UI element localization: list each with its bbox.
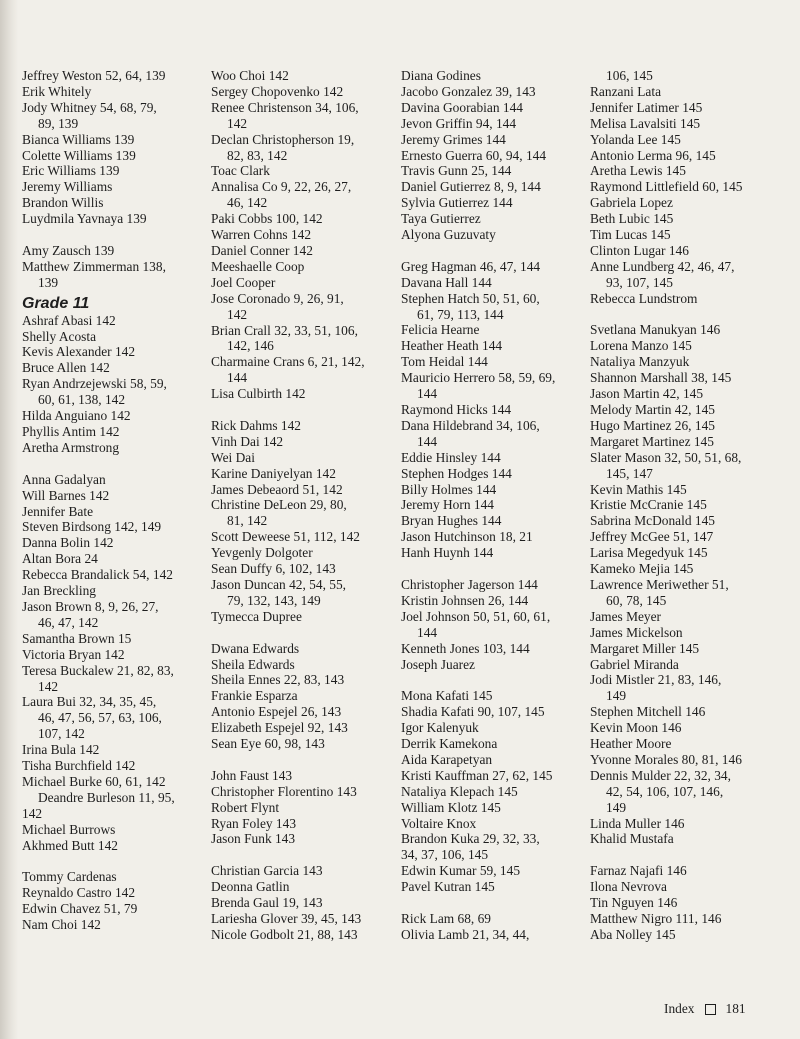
grade-heading: Grade 11 <box>22 294 90 312</box>
index-entry: Ernesto Guerra 60, 94, 144 <box>401 147 547 163</box>
index-entry: Matthew Zimmerman 138, <box>22 258 166 274</box>
index-entry: Billy Holmes 144 <box>401 481 497 497</box>
index-entry: Mona Kafati 145 <box>401 688 493 704</box>
index-entry: Ryan Foley 143 <box>211 815 297 831</box>
index-entry: 144 <box>417 624 438 640</box>
index-entry: Tim Lucas 145 <box>590 227 671 243</box>
index-entry: Tisha Burchfield 142 <box>22 758 136 774</box>
index-entry: Davana Hall 144 <box>401 274 492 290</box>
index-entry: 107, 142 <box>38 726 85 742</box>
index-entry: Rick Lam 68, 69 <box>401 910 492 926</box>
index-entry: Luydmila Yavnaya 139 <box>22 211 147 227</box>
index-entry: Jeffrey McGee 51, 147 <box>590 529 714 545</box>
index-entry: Altan Bora 24 <box>22 551 98 567</box>
index-entry: Kristi Kauffman 27, 62, 145 <box>401 767 553 783</box>
index-entry: 142 <box>227 306 248 322</box>
index-entry: Jodi Mistler 21, 83, 146, <box>590 672 722 688</box>
index-entry: Nicole Godbolt 21, 88, 143 <box>211 926 358 942</box>
index-entry: 61, 79, 113, 144 <box>417 306 504 322</box>
index-entry: Vinh Dai 142 <box>211 433 284 449</box>
index-entry: Shelly Acosta <box>22 328 97 344</box>
index-entry: Elizabeth Espejel 92, 143 <box>211 720 348 736</box>
index-entry: Olivia Lamb 21, 34, 44, <box>401 926 530 942</box>
index-entry: Bryan Hughes 144 <box>401 513 502 529</box>
index-entry: Karine Daniyelyan 142 <box>211 465 336 481</box>
index-entry: 79, 132, 143, 149 <box>227 592 321 608</box>
index-entry: Anna Gadalyan <box>22 471 106 487</box>
index-entry: Rick Dahms 142 <box>211 417 302 433</box>
index-entry: Joel Cooper <box>211 274 276 290</box>
index-entry: Jason Duncan 42, 54, 55, <box>211 576 347 592</box>
index-entry: Brian Crall 32, 33, 51, 106, <box>211 322 358 338</box>
index-entry: Sean Eye 60, 98, 143 <box>211 736 325 752</box>
index-entry: Bianca Williams 139 <box>22 131 135 147</box>
index-entry: Christine DeLeon 29, 80, <box>211 497 347 513</box>
index-entry: Hugo Martinez 26, 145 <box>590 417 715 433</box>
index-gap <box>22 853 175 869</box>
index-entry: Jacobo Gonzalez 39, 143 <box>401 83 536 99</box>
index-entry: John Faust 143 <box>211 767 293 783</box>
index-entry: Kevin Mathis 145 <box>590 481 687 497</box>
index-entry: 142 <box>22 805 43 821</box>
index-entry: Yvonne Morales 80, 81, 146 <box>590 751 742 767</box>
index-entry: Michael Burrows <box>22 821 116 837</box>
index-entry: Christopher Jagerson 144 <box>401 576 538 592</box>
index-entry: Greg Hagman 46, 47, 144 <box>401 258 541 274</box>
index-entry: Lisa Culbirth 142 <box>211 386 306 402</box>
index-entry: Irina Bula 142 <box>22 742 100 758</box>
index-entry: Gabriela Lopez <box>590 195 673 211</box>
index-entry: Jason Hutchinson 18, 21 <box>401 529 533 545</box>
index-entry: Tommy Cardenas <box>22 869 117 885</box>
index-entry: Deandre Burleson 11, 95, <box>38 789 175 805</box>
index-entry: 46, 47, 56, 57, 63, 106, <box>38 710 162 726</box>
index-entry: James Debeaord 51, 142 <box>211 481 343 497</box>
index-entry: Bruce Allen 142 <box>22 360 110 376</box>
index-entry: Davina Goorabian 144 <box>401 99 523 115</box>
index-entry: Lorena Manzo 145 <box>590 338 692 354</box>
index-entry: Jeremy Grimes 144 <box>401 131 506 147</box>
index-entry: Kristie McCranie 145 <box>590 497 707 513</box>
index-entry: Ilona Nevrova <box>590 879 667 895</box>
index-entry: Woo Choi 142 <box>211 68 289 83</box>
index-entry: Jose Coronado 9, 26, 91, <box>211 290 344 306</box>
index-entry: Melisa Lavalsiti 145 <box>590 115 701 131</box>
index-column-1 <box>22 68 175 933</box>
index-entry: 144 <box>417 386 438 402</box>
index-entry: Joseph Juarez <box>401 656 475 672</box>
index-entry: Voltaire Knox <box>401 815 477 831</box>
index-entry: Michael Burke 60, 61, 142 <box>22 773 166 789</box>
index-entry: Sheila Ennes 22, 83, 143 <box>211 672 345 688</box>
index-entry: Stephen Hatch 50, 51, 60, <box>401 290 540 306</box>
index-entry: Felicia Hearne <box>401 322 480 338</box>
index-entry: Aba Nolley 145 <box>590 926 676 942</box>
index-entry: Rebecca Lundstrom <box>590 290 698 306</box>
page-binding-edge <box>0 0 18 1039</box>
index-entry: Jason Funk 143 <box>211 831 296 847</box>
index-entry: 142, 146 <box>227 338 274 354</box>
index-entry: Joel Johnson 50, 51, 60, 61, <box>401 608 551 624</box>
index-entry: Aretha Lewis 145 <box>590 163 686 179</box>
index-column-4 <box>590 68 742 943</box>
index-entry: Beth Lubic 145 <box>590 211 674 227</box>
index-entry: Heather Moore <box>590 736 672 752</box>
index-entry: James Meyer <box>590 608 662 624</box>
index-entry: Dwana Edwards <box>211 640 300 656</box>
index-entry: Eric Williams 139 <box>22 163 120 179</box>
index-entry: 81, 142 <box>227 513 268 529</box>
index-entry: 149 <box>606 799 627 815</box>
index-entry: Eddie Hinsley 144 <box>401 449 501 465</box>
index-entry: Erik Whitely <box>22 83 92 99</box>
index-entry: 142 <box>38 678 59 694</box>
index-entry: Reynaldo Castro 142 <box>22 885 136 901</box>
index-entry: Daniel Gutierrez 8, 9, 144 <box>401 179 541 195</box>
index-entry: Jennifer Bate <box>22 503 94 519</box>
index-entry: Will Barnes 142 <box>22 487 110 503</box>
index-entry: Sheila Edwards <box>211 656 295 672</box>
index-entry: Raymond Littlefield 60, 145 <box>590 179 743 195</box>
index-entry: Margaret Martinez 145 <box>590 433 714 449</box>
index-entry: Nataliya Manzyuk <box>590 354 690 370</box>
index-entry: Dana Hildebrand 34, 106, <box>401 417 540 433</box>
index-entry: Margaret Miller 145 <box>590 640 700 656</box>
index-entry: Taya Gutierrez <box>401 211 481 227</box>
index-entry: James Mickelson <box>590 624 683 640</box>
index-entry: Scott Deweese 51, 112, 142 <box>211 529 361 545</box>
index-entry: Laura Bui 32, 34, 35, 45, <box>22 694 157 710</box>
index-entry: Jevon Griffin 94, 144 <box>401 115 517 131</box>
index-entry: Matthew Nigro 111, 146 <box>590 911 722 926</box>
index-entry: Paki Cobbs 100, 142 <box>211 211 323 227</box>
page-footer <box>664 1001 746 1017</box>
index-entry: Ashraf Abasi 142 <box>22 312 116 328</box>
index-entry: Jody Whitney 54, 68, 79, <box>22 99 157 115</box>
index-entry: Diana Godines <box>401 68 481 83</box>
index-entry: 82, 83, 142 <box>227 147 288 163</box>
index-entry: Teresa Buckalew 21, 82, 83, <box>22 662 174 678</box>
index-entry: Victoria Bryan 142 <box>22 646 125 662</box>
index-entry: Khalid Mustafa <box>590 831 674 847</box>
index-entry: Akhmed Butt 142 <box>22 837 118 853</box>
index-entry: Heather Heath 144 <box>401 338 503 354</box>
index-column-3 <box>401 68 555 943</box>
index-entry: Raymond Hicks 144 <box>401 402 512 418</box>
index-entry: Yevgenly Dolgoter <box>211 545 313 561</box>
index-entry: Melody Martin 42, 145 <box>590 402 715 418</box>
index-gap <box>22 456 175 472</box>
index-entry: Jan Breckling <box>22 583 97 599</box>
index-entry: Kevin Moon 146 <box>590 720 682 736</box>
index-entry: 89, 139 <box>38 115 79 131</box>
index-entry: Brandon Willis <box>22 195 104 211</box>
index-entry: Edwin Kumar 59, 145 <box>401 863 521 879</box>
index-entry: Kenneth Jones 103, 144 <box>401 640 530 656</box>
box-icon <box>705 1004 716 1015</box>
index-entry: Daniel Conner 142 <box>211 242 313 258</box>
index-entry: Aretha Armstrong <box>22 439 120 455</box>
index-entry: Edwin Chavez 51, 79 <box>22 901 138 917</box>
index-entry: Lawrence Meriwether 51, <box>590 576 729 592</box>
index-entry: Meeshaelle Coop <box>211 258 305 274</box>
index-entry: Toac Clark <box>211 163 270 179</box>
index-entry: 46, 47, 142 <box>38 614 99 630</box>
index-entry: Kristin Johnsen 26, 144 <box>401 592 529 608</box>
index-entry: Warren Cohns 142 <box>211 227 312 243</box>
index-entry: Nam Choi 142 <box>22 917 101 933</box>
index-entry: Brenda Gaul 19, 143 <box>211 895 323 911</box>
index-entry: Gabriel Miranda <box>590 656 679 672</box>
index-gap <box>22 227 175 243</box>
index-entry: Kameko Mejia 145 <box>590 561 694 577</box>
index-entry: Derrik Kamekona <box>401 736 498 752</box>
index-entry: Slater Mason 32, 50, 51, 68, <box>590 449 742 465</box>
index-entry: Amy Zausch 139 <box>22 242 115 258</box>
index-entry: Jeffrey Weston 52, 64, 139 <box>22 68 166 83</box>
index-entry: Shadia Kafati 90, 107, 145 <box>401 704 545 720</box>
index-gap <box>401 561 555 577</box>
index-entry: Linda Muller 146 <box>590 815 685 831</box>
index-entry: Travis Gunn 25, 144 <box>401 163 512 179</box>
index-entry: Igor Kalenyuk <box>401 720 479 736</box>
index-entry: Aida Karapetyan <box>401 751 493 767</box>
index-entry: Ryan Andrzejewski 58, 59, <box>22 376 167 392</box>
index-entry: 139 <box>38 274 59 290</box>
index-entry: Phyllis Antim 142 <box>22 424 120 440</box>
index-entry: Jeremy Horn 144 <box>401 497 494 513</box>
index-gap <box>401 243 555 259</box>
index-gap <box>401 672 555 688</box>
index-column-2 <box>211 68 365 943</box>
index-entry: Stephen Hodges 144 <box>401 465 512 481</box>
index-gap <box>401 895 555 911</box>
index-entry: Rebecca Brandalick 54, 142 <box>22 567 173 583</box>
index-entry: 42, 54, 106, 107, 146, <box>606 783 724 799</box>
index-entry: Hanh Huynh 144 <box>401 545 494 561</box>
index-entry: Wei Dai <box>211 449 255 465</box>
index-entry: Stephen Mitchell 146 <box>590 704 706 720</box>
index-entry: Dennis Mulder 22, 32, 34, <box>590 767 731 783</box>
index-entry: Larisa Megedyuk 145 <box>590 545 708 561</box>
index-entry: Charmaine Crans 6, 21, 142, <box>211 354 365 370</box>
index-entry: Danna Bolin 142 <box>22 535 114 551</box>
index-entry: Steven Birdsong 142, 149 <box>22 519 162 535</box>
index-entry: Anne Lundberg 42, 46, 47, <box>590 258 735 274</box>
index-entry: Clinton Lugar 146 <box>590 242 689 258</box>
index-entry: Kevis Alexander 142 <box>22 344 136 360</box>
index-entry: 106, 145 <box>606 68 653 83</box>
index-gap <box>211 625 365 641</box>
index-entry: Samantha Brown 15 <box>22 630 132 646</box>
index-entry: Nataliya Klepach 145 <box>401 783 518 799</box>
index-entry: William Klotz 145 <box>401 799 501 815</box>
index-gap <box>590 847 742 863</box>
index-entry: Farnaz Najafi 146 <box>590 863 687 879</box>
page-number: 181 <box>725 1001 746 1016</box>
index-entry: 60, 78, 145 <box>606 592 667 608</box>
index-gap <box>590 307 742 323</box>
index-entry: 34, 37, 106, 145 <box>401 847 489 863</box>
index-entry: Frankie Esparza <box>211 688 298 704</box>
index-entry: Lariesha Glover 39, 45, 143 <box>211 910 362 926</box>
index-entry: Tom Heidal 144 <box>401 354 488 370</box>
index-entry: Jason Martin 42, 145 <box>590 386 704 402</box>
index-entry: 145, 147 <box>606 465 653 481</box>
index-entry: Jennifer Latimer 145 <box>590 99 703 115</box>
index-entry: Antonio Lerma 96, 145 <box>590 147 716 163</box>
index-entry: Alyona Guzuvaty <box>401 227 496 243</box>
index-entry: 142 <box>227 115 248 131</box>
index-entry: Christian Garcia 143 <box>211 863 323 879</box>
index-entry: Yolanda Lee 145 <box>590 131 681 147</box>
index-gap <box>211 847 365 863</box>
index-entry: Sylvia Gutierrez 144 <box>401 195 513 211</box>
index-entry: Svetlana Manukyan 146 <box>590 322 721 338</box>
index-entry: 93, 107, 145 <box>606 274 673 290</box>
index-entry: 60, 61, 138, 142 <box>38 392 126 408</box>
index-entry: Colette Williams 139 <box>22 147 136 163</box>
index-entry: Christopher Florentino 143 <box>211 783 357 799</box>
index-entry: Tin Nguyen 146 <box>590 895 678 911</box>
index-entry: Jeremy Williams <box>22 179 113 195</box>
index-entry: Pavel Kutran 145 <box>401 879 495 895</box>
index-entry: Declan Christopherson 19, <box>211 131 355 147</box>
index-entry: Renee Christenson 34, 106, <box>211 99 359 115</box>
index-entry: Tymecca Dupree <box>211 608 302 624</box>
index-gap <box>211 402 365 418</box>
index-entry: Brandon Kuka 29, 32, 33, <box>401 831 540 847</box>
index-entry: Ranzani Lata <box>590 83 662 99</box>
index-entry: Robert Flynt <box>211 799 280 815</box>
footer-label: Index <box>664 1001 695 1016</box>
index-gap <box>211 752 365 768</box>
index-entry: Antonio Espejel 26, 143 <box>211 704 342 720</box>
index-entry: Sean Duffy 6, 102, 143 <box>211 561 336 577</box>
index-entry: 144 <box>227 370 248 386</box>
index-entry: Annalisa Co 9, 22, 26, 27, <box>211 179 352 195</box>
index-entry: Hilda Anguiano 142 <box>22 408 131 424</box>
index-entry: Sabrina McDonald 145 <box>590 513 715 529</box>
index-entry: Jason Brown 8, 9, 26, 27, <box>22 598 159 614</box>
index-entry: 144 <box>417 433 438 449</box>
index-entry: 46, 142 <box>227 195 268 211</box>
index-entry: Mauricio Herrero 58, 59, 69, <box>401 370 556 386</box>
index-entry: Sergey Chopovenko 142 <box>211 83 344 99</box>
index-entry: Deonna Gatlin <box>211 879 290 895</box>
index-entry: Shannon Marshall 38, 145 <box>590 370 732 386</box>
index-entry: 149 <box>606 688 627 704</box>
